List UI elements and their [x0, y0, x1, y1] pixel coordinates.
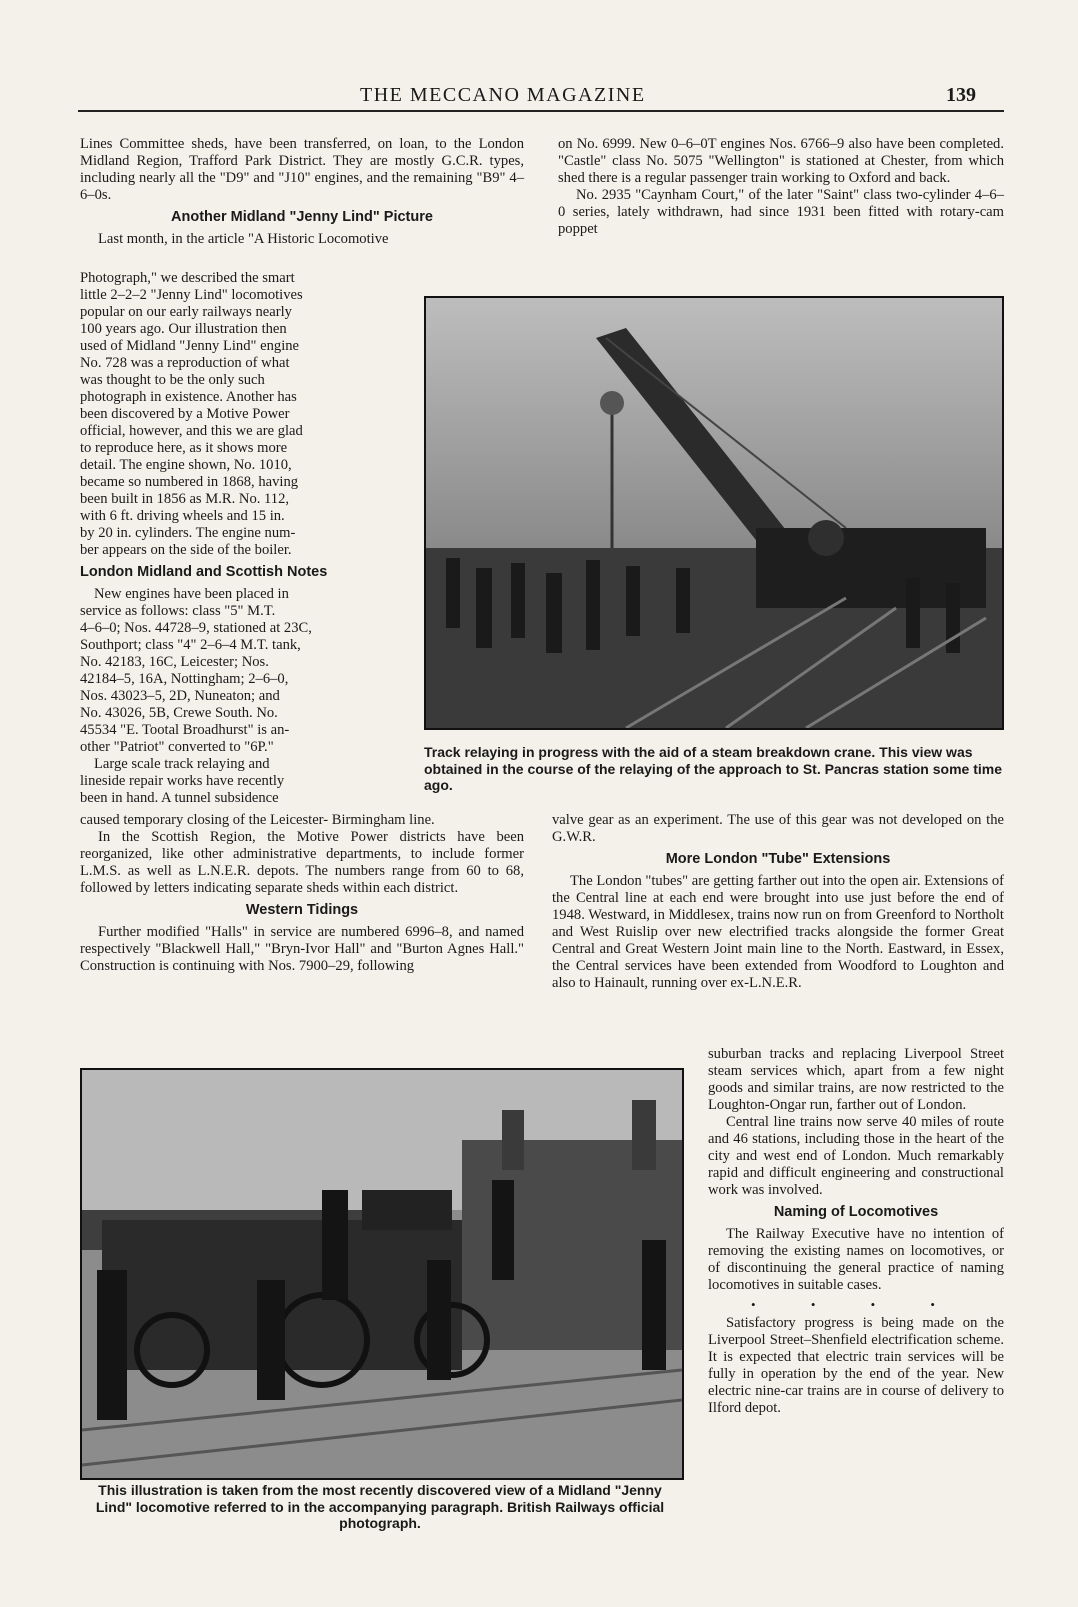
text-line: was thought to be the only such — [80, 372, 265, 388]
western-paragraph: Further modified "Halls" in service are numbered 6996–8, and named respectively "Blackwell Hall," "Bryn-Ivor Hall" and "Burton Agnes Hall." Construction is continuing with Nos. 7900–29, following — [80, 924, 524, 974]
text-line: popular on our early railways nearly — [80, 304, 292, 320]
saint-continued: valve gear as an experiment. The use of this gear was not developed on the G.W.R. — [552, 812, 1004, 845]
column-1-lower — [80, 812, 524, 975]
column-2-narrow — [708, 1046, 1004, 1417]
text-line: ber appears on the side of the boiler. — [80, 542, 292, 558]
text-line: detail. The engine shown, No. 1010, — [80, 457, 292, 473]
heading-naming: Naming of Locomotives — [773, 1204, 939, 1220]
tube-paragraph: The London "tubes" are getting farther out into the open air. Extensions of the Central line at each end were brought into use just before the end of 1948. Westward, in Middlesex, trains now run on from Greenford to Northolt and West Ruislip over new electrified tracks alongside the former Great Central and Great Western Joint main line to the North. Eastward, in Essex, the Central services have been extended from Woodford to Loughton and also to Hainault, running over ex-L.N.E.R. — [552, 873, 1004, 991]
heading-lms-notes: London Midland and Scottish Notes — [80, 564, 328, 580]
text-line: became so numbered in 1868, having — [80, 474, 299, 490]
naming-paragraph: The Railway Executive have no intention of removing the existing names on locomotives, or of discontinuing the general practice of naming locomotives in suitable cases. — [708, 1226, 1004, 1293]
scottish-paragraph: In the Scottish Region, the Motive Power districts have been reorganized, like other administrative departments, to include former L.M.S. as well as L.N.E.R. depots. The numbers range from 60 to 68, followed by letters indicating separate sheds within each district. — [80, 829, 524, 896]
section-separator: • • • • — [751, 1297, 961, 1312]
text-line: 100 years ago. Our illustration then — [80, 321, 287, 337]
text-line: 45534 "E. Tootal Broadhurst" is an- — [80, 722, 290, 738]
text-line: been discovered by a Motive Power — [80, 406, 290, 422]
page-number: 139 — [946, 84, 976, 106]
text-line: 4–6–0; Nos. 44728–9, stationed at 23C, — [80, 620, 312, 636]
crane-photo-illustration — [426, 298, 1002, 728]
column-2-top — [558, 136, 1004, 238]
heading-jenny-lind: Another Midland "Jenny Lind" Picture — [171, 209, 433, 225]
crane-caption: Track relaying in progress with the aid of a steam breakdown crane. This view was obtained in the course of the relaying of the approach to St. Pancras station some time ago. — [424, 744, 1002, 793]
western-continued: on No. 6999. New 0–6–0T engines Nos. 6766–9 also have been completed. "Castle" class No. 5075 "Wellington" is stationed at Chester, from which shed there is a regular passenger train working to Oxford and back. — [558, 136, 1004, 186]
text-line: New engines have been placed in — [94, 586, 289, 602]
text-line: little 2–2–2 "Jenny Lind" locomotives — [80, 287, 303, 303]
jenny-lind-caption: This illustration is taken from the most recently discovered view of a Midland "Jenny Lind" locomotive referred to in the accompanying paragraph. British Railways official photograph. — [95, 1482, 665, 1531]
heading-western-tidings: Western Tidings — [245, 902, 359, 918]
jenny-paragraph-start: Last month, in the article "A Historic Locomotive — [98, 231, 389, 247]
text-line: lineside repair works have recently — [80, 773, 285, 789]
text-line: Nos. 43023–5, 2D, Nuneaton; and — [80, 688, 280, 704]
text-line: been built in 1856 as M.R. No. 112, — [80, 491, 290, 507]
shenfield-paragraph: Satisfactory progress is being made on the Liverpool Street–Shenfield electrification scheme. It is expected that electric train services will be fully in operation by the end of the year. New electric nine-car trains are in course of delivery to Ilford depot. — [708, 1315, 1004, 1416]
column-1-top — [80, 136, 524, 248]
text-line: Photograph," we described the smart — [80, 270, 295, 286]
text-line: Large scale track relaying and — [94, 756, 270, 772]
text-line: No. 43026, 5B, Crewe South. No. — [80, 705, 278, 721]
text-line: Southport; class "4" 2–6–4 M.T. tank, — [80, 637, 301, 653]
text-line: No. 42183, 16C, Leicester; Nos. — [80, 654, 269, 670]
text-line: No. 728 was a reproduction of what — [80, 355, 290, 371]
jenny-paragraph-narrow — [80, 270, 398, 807]
jenny-lind-photo-illustration — [82, 1070, 682, 1478]
central-paragraph: Central line trains now serve 40 miles of route and 46 stations, including those in the heart of the city and west end of London. Much remarkably rapid and difficult engineering and constructional work was involved. — [708, 1114, 1004, 1198]
text-line: been in hand. A tunnel subsidence — [80, 790, 279, 806]
text-line: photograph in existence. Another has — [80, 389, 297, 405]
text-line: official, however, and this we are glad — [80, 423, 303, 439]
text-line: with 6 ft. driving wheels and 15 in. — [80, 508, 285, 524]
text-line: used of Midland "Jenny Lind" engine — [80, 338, 300, 354]
saint-paragraph: No. 2935 "Caynham Court," of the later "Saint" class two-cylinder 4–6–0 series, lately withdrawn, had since 1931 been fitted with rotary-cam poppet — [558, 187, 1004, 237]
crane-photograph — [424, 296, 1004, 730]
text-line: to reproduce here, as it shows more — [80, 440, 288, 456]
header-rule — [78, 110, 1004, 112]
column-2-middle — [552, 812, 1004, 992]
text-line: 42184–5, 16A, Nottingham; 2–6–0, — [80, 671, 289, 687]
lms-paragraph-end: caused temporary closing of the Leicester- Birmingham line. — [80, 812, 435, 828]
text-line: service as follows: class "5" M.T. — [80, 603, 276, 619]
magazine-title: THE MECCANO MAGAZINE — [360, 84, 646, 106]
text-line: other "Patriot" converted to "6P." — [80, 739, 274, 755]
heading-tube-extensions: More London "Tube" Extensions — [665, 851, 891, 867]
intro-paragraph: Lines Committee sheds, have been transferred, on loan, to the London Midland Region, Trafford Park District. They are mostly G.C.R. types, including nearly all the "D9" and "J10" engines, and the remaining "B9" 4–6–0s. — [80, 136, 524, 203]
tube-paragraph-cont: suburban tracks and replacing Liverpool Street steam services which, apart from a few night goods and similar trains, are now restricted to the Loughton-Ongar run, farther out of London. — [708, 1046, 1004, 1113]
text-line: by 20 in. cylinders. The engine num- — [80, 525, 296, 541]
jenny-lind-photograph — [80, 1068, 684, 1480]
